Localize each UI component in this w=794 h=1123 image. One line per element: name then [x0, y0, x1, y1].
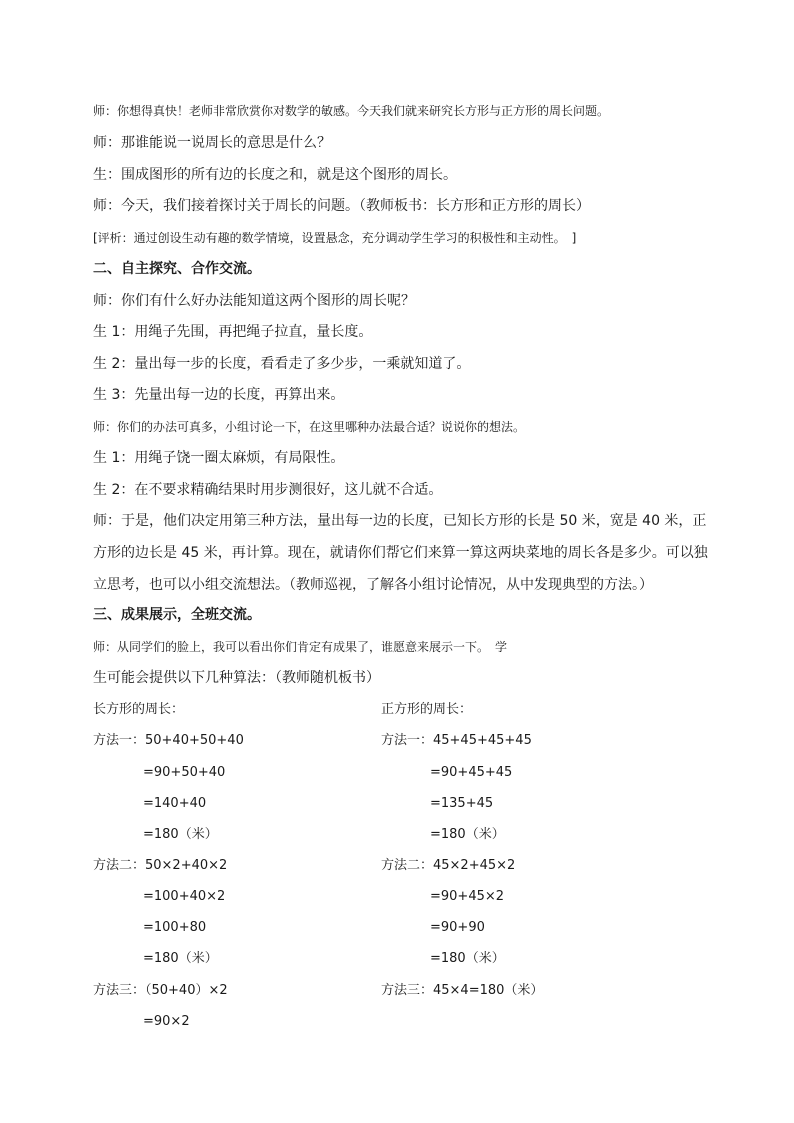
rect-method-3-step: =90×2	[143, 1014, 190, 1029]
dialogue-line: 师：你们有什么好办法能知道这两个图形的周长呢？	[93, 293, 415, 309]
rect-method-1-step: =140+40	[143, 796, 207, 811]
square-method-1-step: =90+45+45	[430, 765, 513, 780]
dialogue-line: 生 2：量出每一步的长度，看看走了多少步，一乘就知道了。	[93, 356, 471, 372]
square-method-3: 方法三：45×4=180（米）	[381, 983, 544, 998]
rect-method-1-step: =90+50+40	[143, 765, 226, 780]
square-perimeter-title: 正方形的周长：	[381, 702, 473, 717]
square-method-2: 方法二：45×2+45×2	[381, 858, 516, 873]
section-heading: 三、成果展示，全班交流。	[93, 607, 261, 623]
dialogue-paragraph: 师：于是，他们决定用第三种方法，量出每一边的长度，已知长方形的长是 50 米，宽是 40 米，正方形的边长是 45 米，再计算。现在，就请你们帮它们来算一算这两块菜地的周长各是多少。可以独立思考，也可以小组交流想法。（教师巡视，了解各小组讨论情况，从中发现典型的方法。）	[93, 513, 708, 593]
rect-method-2-step: =100+80	[143, 920, 207, 935]
section-heading: 二、自主探究、合作交流。	[93, 261, 261, 277]
rect-method-1: 方法一：50+40+50+40	[93, 733, 244, 748]
dialogue-line: 师：你们的办法可真多，小组讨论一下，在这里哪种办法最合适？说说你的想法。	[93, 420, 526, 434]
dialogue-line: 生 1：用绳子饶一圈太麻烦，有局限性。	[93, 450, 345, 466]
dialogue-line: 生 1：用绳子先围，再把绳子拉直，量长度。	[93, 324, 373, 340]
square-method-2-step: =90+90	[430, 920, 485, 935]
rect-method-3: 方法三：（50+40）×2	[93, 983, 228, 998]
square-method-1-step: =180（米）	[430, 827, 505, 842]
commentary-note: [评析：通过创设生动有趣的数学情境，设置悬念，充分调动学生学习的积极性和主动性。 ]	[93, 231, 577, 245]
rect-method-2: 方法二：50×2+40×2	[93, 858, 228, 873]
rect-method-1-step: =180（米）	[143, 827, 218, 842]
dialogue-line: 师：那谁能说一说周长的意思是什么？	[93, 135, 331, 151]
square-method-2-step: =90+45×2	[430, 889, 505, 904]
dialogue-line: 生可能会提供以下几种算法：（教师随机板书）	[93, 670, 380, 686]
square-method-1-step: =135+45	[430, 796, 494, 811]
rect-method-2-step: =100+40×2	[143, 889, 226, 904]
rect-method-2-step: =180（米）	[143, 951, 218, 966]
dialogue-line: 生 3：先量出每一边的长度，再算出来。	[93, 387, 345, 403]
square-method-1: 方法一：45+45+45+45	[381, 733, 532, 748]
rect-perimeter-title: 长方形的周长：	[93, 702, 185, 717]
dialogue-line: 师：今天，我们接着探讨关于周长的问题。（教师板书：长方形和正方形的周长）	[93, 198, 590, 214]
square-method-2-step: =180（米）	[430, 951, 505, 966]
dialogue-line: 生 2：在不要求精确结果时用步测很好，这儿就不合适。	[93, 482, 443, 498]
dialogue-line: 师：从同学们的脸上，我可以看出你们肯定有成果了，谁愿意来展示一下。 学	[93, 640, 508, 654]
dialogue-line: 师：你想得真快！老师非常欣赏你对数学的敏感。今天我们就来研究长方形与正方形的周长问题。	[93, 104, 610, 118]
dialogue-line: 生：围成图形的所有边的长度之和，就是这个图形的周长。	[93, 167, 457, 183]
